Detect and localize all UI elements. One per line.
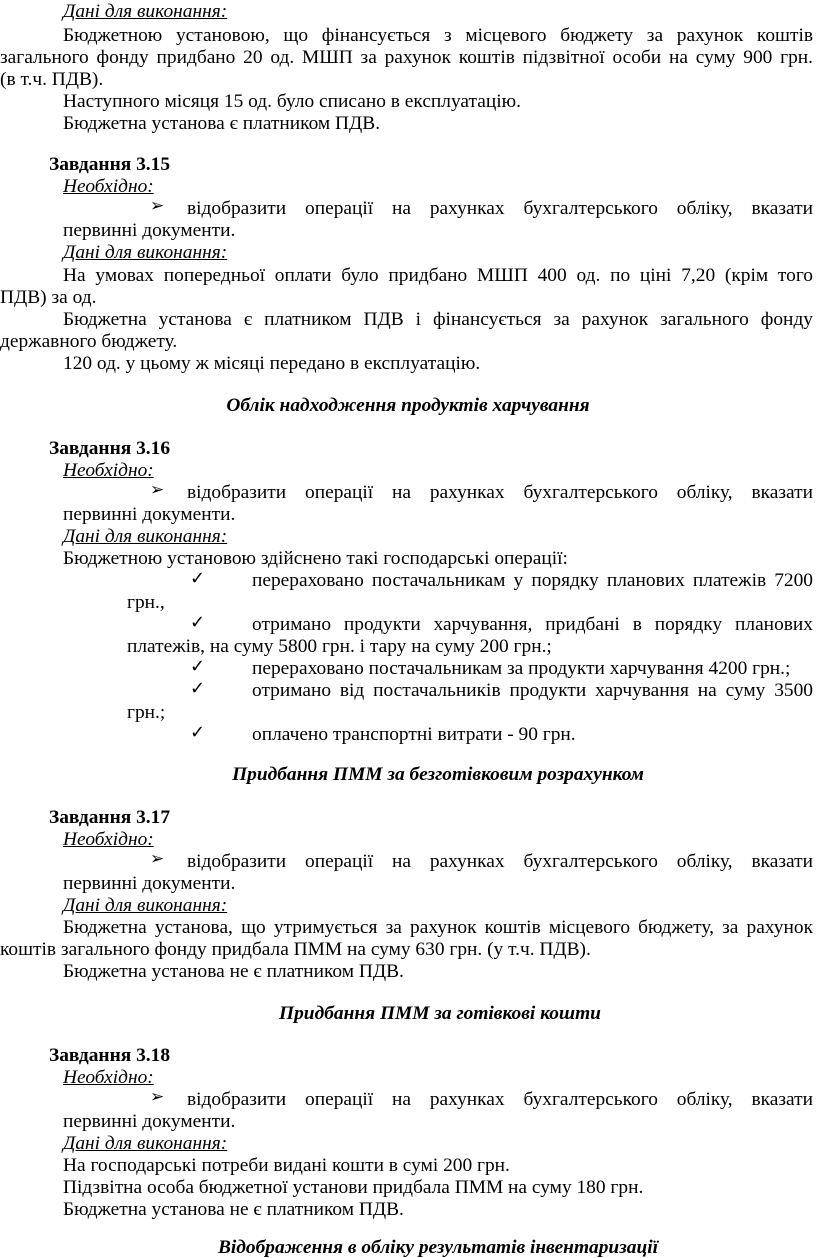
paragraph-line: На умовах попередньої оплати було придбано МШП 400 од. по ціні 7,20 (крім того bbox=[63, 265, 813, 286]
check-bullet-icon: ✓ bbox=[190, 722, 206, 743]
check-bullet-icon: ✓ bbox=[190, 612, 206, 633]
section-heading: Придбання ПММ за безготівковим розрахунком bbox=[232, 764, 644, 785]
paragraph-line: Підзвітна особа бюджетної установи придбала ПММ на суму 180 грн. bbox=[63, 1177, 644, 1198]
arrow-bullet-icon: ➢ bbox=[150, 196, 165, 216]
paragraph-line: На господарські потреби видані кошти в сумі 200 грн. bbox=[63, 1155, 510, 1176]
paragraph-line: Наступного місяця 15 од. було списано в експлуатацію. bbox=[63, 91, 521, 112]
paragraph-line: Бюджетна установа є платником ПДВ і фінансується за рахунок загального фонду bbox=[63, 309, 813, 330]
need-label: Необхідно: bbox=[63, 176, 154, 197]
data-label: Дані для виконання: bbox=[63, 1133, 228, 1154]
arrow-bullet-icon: ➢ bbox=[150, 480, 165, 500]
paragraph-line: Бюджетною установою здійснено такі господарські операції: bbox=[63, 548, 568, 569]
bullet-line: первинні документи. bbox=[63, 1111, 236, 1132]
section-heading: Придбання ПММ за готівкові кошти bbox=[279, 1003, 601, 1024]
check-bullet-icon: ✓ bbox=[190, 568, 206, 589]
bullet-line: відобразити операції на рахунках бухгалтерського обліку, вказати bbox=[187, 482, 813, 503]
paragraph-line: ПДВ) за од. bbox=[0, 287, 97, 308]
need-label: Необхідно: bbox=[63, 829, 154, 850]
arrow-bullet-icon: ➢ bbox=[150, 849, 165, 869]
list-item-line: перераховано постачальникам за продукти харчування 4200 грн.; bbox=[252, 658, 791, 679]
data-label: Дані для виконання: bbox=[63, 526, 228, 547]
paragraph-line: державного бюджету. bbox=[0, 331, 178, 352]
check-bullet-icon: ✓ bbox=[190, 656, 206, 677]
need-label: Необхідно: bbox=[63, 1067, 154, 1088]
check-bullet-icon: ✓ bbox=[190, 678, 206, 699]
paragraph-line: Бюджетна установа є платником ПДВ. bbox=[63, 113, 381, 134]
paragraph-line: Бюджетна установа, що утримується за рахунок коштів місцевого бюджету, за рахунок bbox=[63, 917, 813, 938]
task-title: Завдання 3.18 bbox=[49, 1045, 171, 1066]
need-label: Необхідно: bbox=[63, 460, 154, 481]
list-item-line: отримано від постачальників продукти харчування на суму 3500 bbox=[252, 680, 813, 701]
bullet-line: відобразити операції на рахунках бухгалтерського обліку, вказати bbox=[187, 1089, 813, 1110]
list-item-line: грн., bbox=[127, 592, 165, 613]
list-item-line: перераховано постачальникам у порядку планових платежів 7200 bbox=[252, 570, 813, 591]
paragraph-line: коштів загального фонду придбала ПММ на суму 630 грн. (у т.ч. ПДВ). bbox=[0, 939, 591, 960]
task-title: Завдання 3.16 bbox=[49, 438, 171, 459]
list-item-line: оплачено транспортні витрати - 90 грн. bbox=[252, 724, 576, 745]
data-label: Дані для виконання: bbox=[63, 895, 228, 916]
data-label: Дані для виконання: bbox=[63, 242, 228, 263]
list-item-line: грн.; bbox=[127, 702, 166, 723]
section-heading: Облік надходження продуктів харчування bbox=[226, 395, 590, 416]
list-item-line: отримано продукти харчування, придбані в порядку планових bbox=[252, 614, 813, 635]
bullet-line: первинні документи. bbox=[63, 504, 236, 525]
paragraph-line: Бюджетна установа не є платником ПДВ. bbox=[63, 961, 404, 982]
paragraph-line: Бюджетною установою, що фінансується з місцевого бюджету за рахунок коштів bbox=[63, 25, 813, 46]
paragraph-line: (в т.ч. ПДВ). bbox=[0, 69, 104, 90]
task-title: Завдання 3.17 bbox=[49, 807, 171, 828]
arrow-bullet-icon: ➢ bbox=[150, 1087, 165, 1107]
data-label: Дані для виконання: bbox=[63, 1, 228, 22]
bullet-line: первинні документи. bbox=[63, 873, 236, 894]
paragraph-line: загального фонду придбано 20 од. МШП за рахунок коштів підзвітної особи на суму 900 грн. bbox=[0, 47, 813, 68]
paragraph-line: Бюджетна установа не є платником ПДВ. bbox=[63, 1199, 404, 1220]
list-item-line: платежів, на суму 5800 грн. і тару на суму 200 грн.; bbox=[127, 636, 552, 657]
task-title: Завдання 3.15 bbox=[49, 154, 171, 175]
paragraph-line: 120 од. у цьому ж місяці передано в експлуатацію. bbox=[63, 353, 481, 374]
bullet-line: відобразити операції на рахунках бухгалтерського обліку, вказати bbox=[187, 198, 813, 219]
section-heading: Відображення в обліку результатів інвентаризації bbox=[217, 1237, 659, 1258]
bullet-line: первинні документи. bbox=[63, 220, 236, 241]
bullet-line: відобразити операції на рахунках бухгалтерського обліку, вказати bbox=[187, 851, 813, 872]
